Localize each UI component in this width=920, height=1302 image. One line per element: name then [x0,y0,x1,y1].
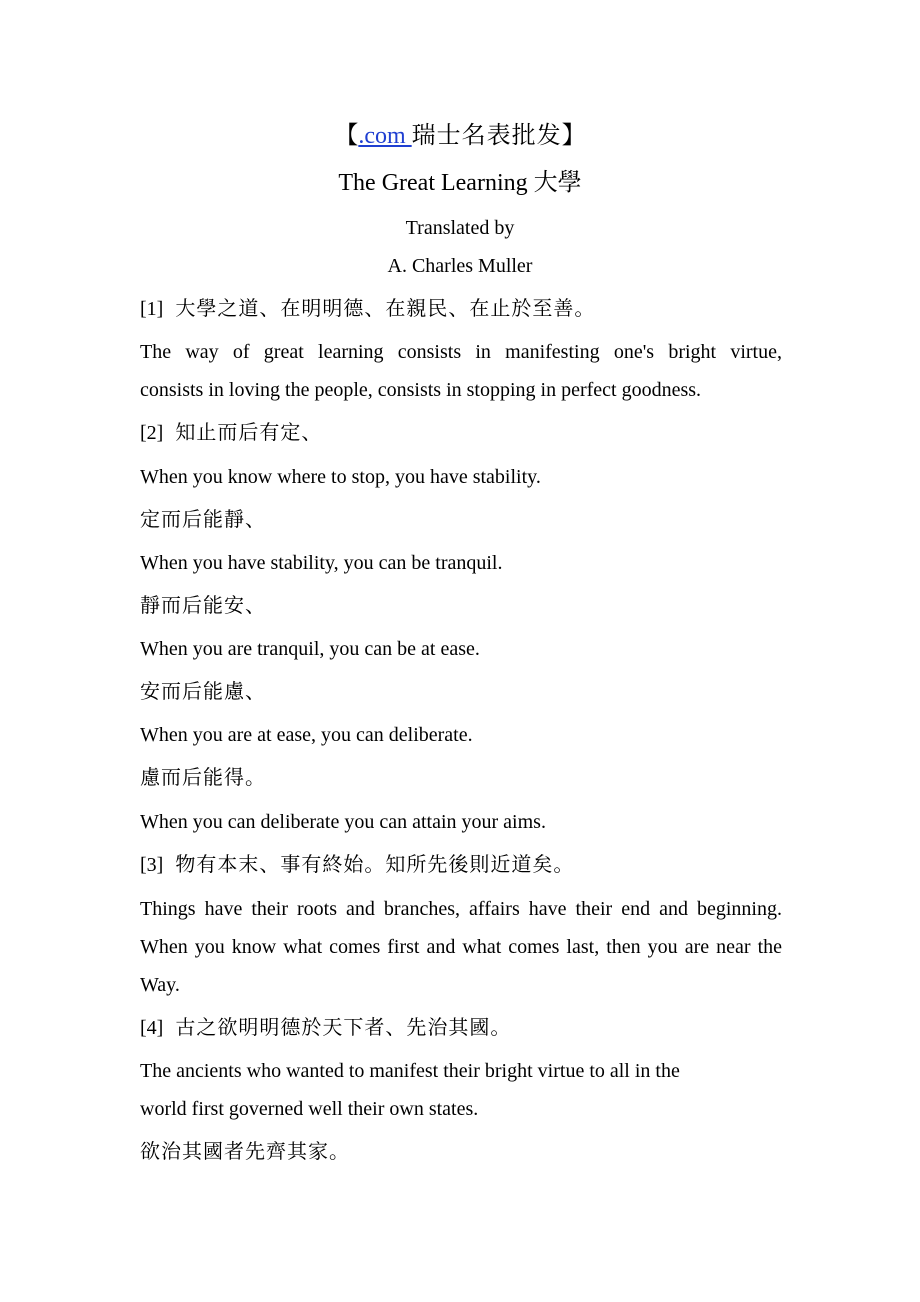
section-4-english-line-2: world first governed well their own states. [140,1098,479,1120]
section-3-english-line-3: Way. [140,974,180,996]
open-bracket: 【 [334,123,359,149]
site-text: 瑞士名表批发 [411,123,562,149]
section-2-english-4: When you are at ease, you can deliberate. [140,724,473,746]
section-2-chinese-4: 安而后能慮、 [140,681,266,703]
section-3-chinese [140,852,574,878]
chinese-text: 古之欲明明德於天下者、先治其國。 [175,1017,512,1039]
close-bracket: 】 [561,123,586,149]
section-1-english-line-2: consists in loving the people, consists in stopping in perfect goodness. [140,379,702,401]
site-link[interactable]: .com [358,123,412,149]
section-number: [1] [140,298,164,320]
section-2-chinese-2: 定而后能靜、 [140,509,266,531]
chinese-text: 知止而后有定、 [175,422,323,444]
section-2-chinese-3: 靜而后能安、 [140,595,266,617]
section-1-chinese [140,296,595,322]
section-2-chinese-5: 慮而后能得。 [140,767,266,789]
chinese-text: 大學之道、在明明德、在親民、在止於至善。 [175,298,596,320]
section-4-chinese [140,1015,511,1041]
section-number: [2] [140,422,164,444]
section-3-english-line-2: When you know what comes first and what comes last, then you are near the [140,936,782,958]
section-4-chinese-2: 欲治其國者先齊其家。 [140,1141,350,1163]
section-number: [3] [140,854,164,876]
section-4-english-line-1: The ancients who wanted to manifest their bright virtue to all in the [140,1060,680,1082]
header-line [0,121,920,151]
section-1-english-line-1: The way of great learning consists in manifesting one's bright virtue, [140,341,782,363]
translated-by: Translated by [405,217,515,239]
translator-name: A. Charles Muller [387,255,533,277]
section-2-chinese-1 [140,420,322,446]
section-3-english-line-1: Things have their roots and branches, affairs have their end and beginning. [140,898,782,920]
section-2-english-2: When you have stability, you can be tranquil. [140,552,503,574]
document-title: The Great Learning 大學 [338,170,582,196]
section-2-english-3: When you are tranquil, you can be at ease. [140,638,480,660]
section-2-english-1: When you know where to stop, you have stability. [140,466,541,488]
section-number: [4] [140,1017,164,1039]
section-2-english-5: When you can deliberate you can attain your aims. [140,811,546,833]
chinese-text: 物有本末、事有終始。知所先後則近道矣。 [175,854,575,876]
